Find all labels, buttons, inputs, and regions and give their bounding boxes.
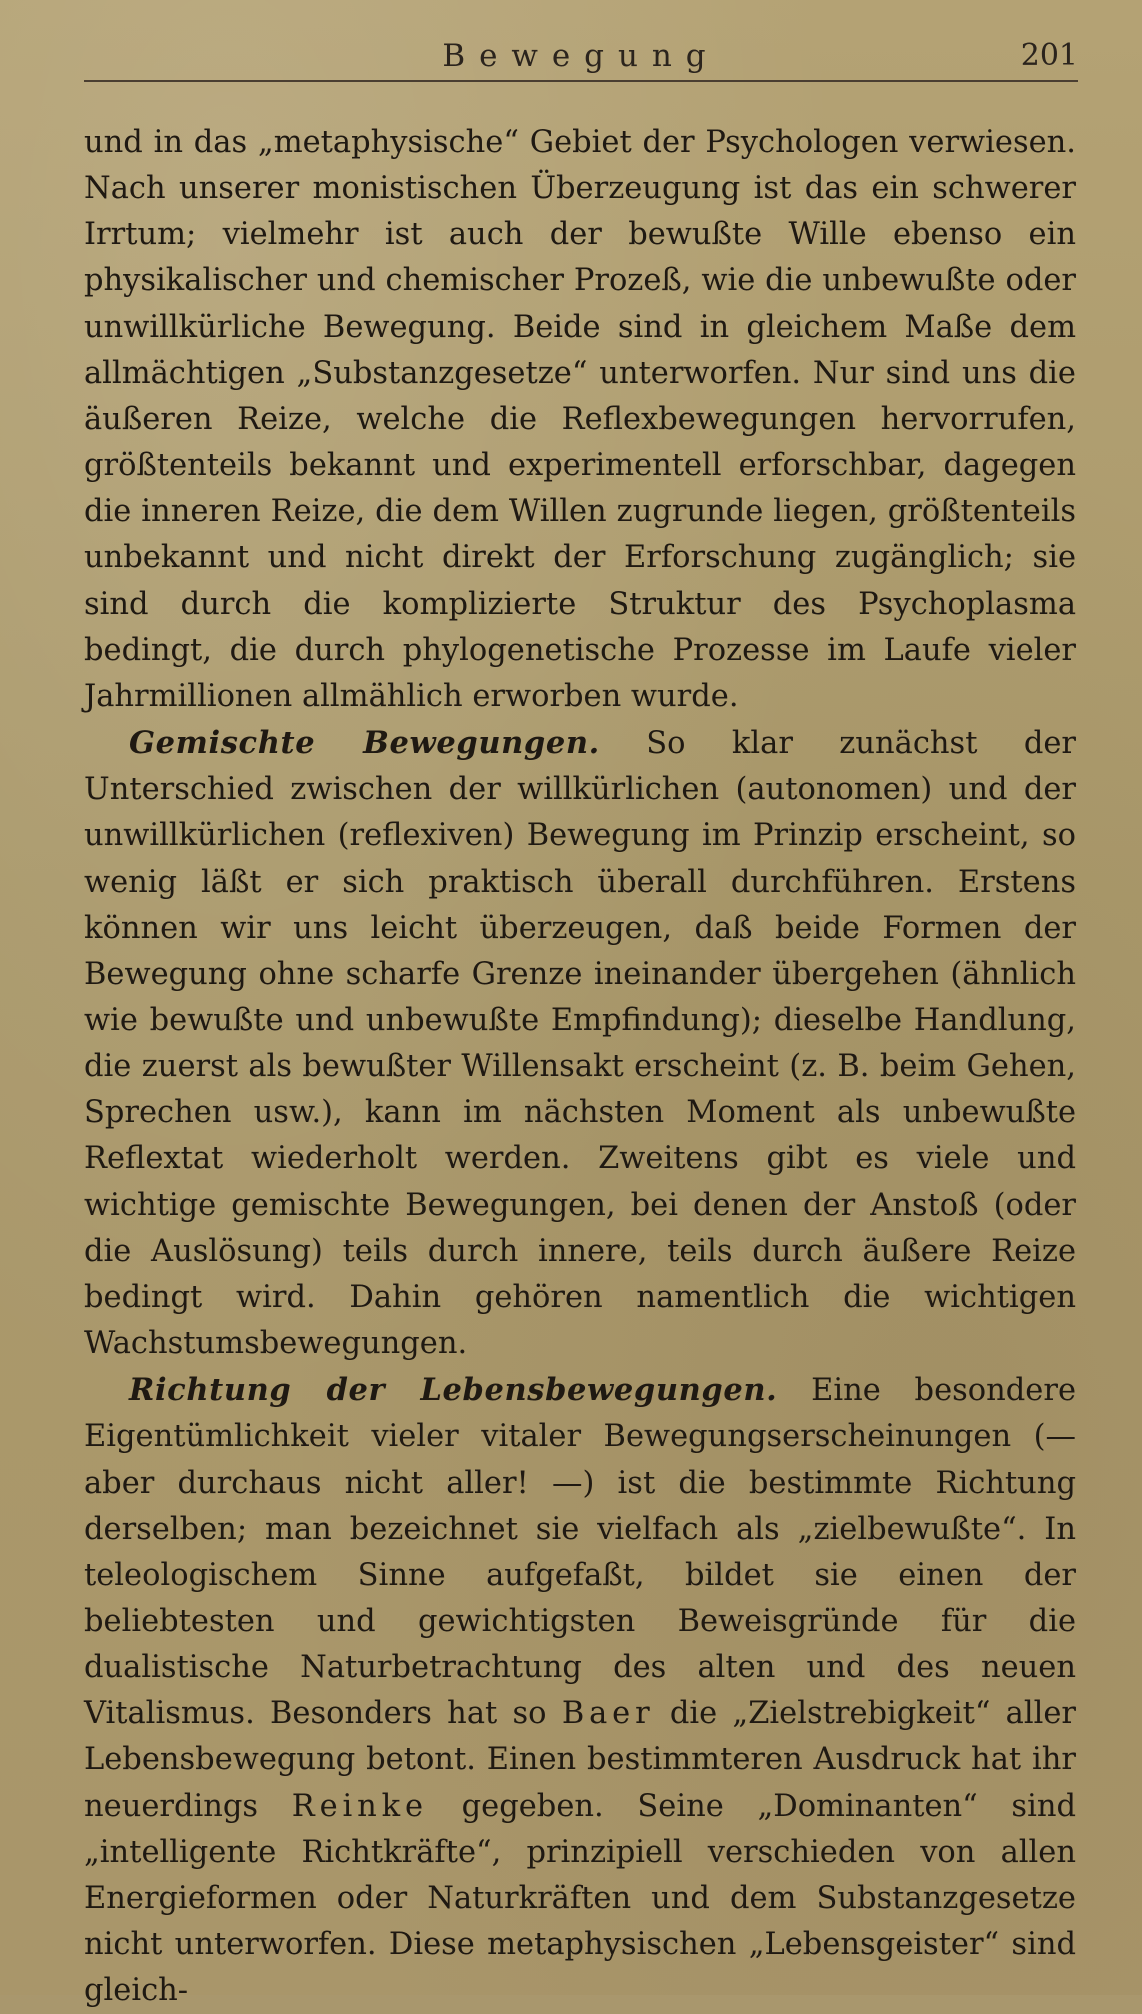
page-number: 201 [1020, 38, 1078, 73]
section-text-direction-part-2: die „Zielstrebigkeit“ aller Lebensbewegung betont. Einen bestimmteren Ausdruck hat ihr neuerdings [84, 1696, 1077, 1824]
body-text [84, 120, 1076, 2014]
page-header [84, 34, 1078, 90]
paragraph-1-text: und in das „metaphysische“ Gebiet der Psychologen verwiesen. Nach unserer monistischen Überzeugung ist das ein schwerer Irrtum; vielmehr ist auch der bewußte Wille ebenso ein physikalischer und chemischer Prozeß, wie die unbewußte oder unwillkürliche Bewegung. Beide sind in gleichem Maße dem allmächtigen „Substanzgesetze“ unterworfen. Nur sind uns die äußeren Reize, welche die Reflexbewegungen hervorrufen, größtenteils bekannt und experimentell erforschbar, dagegen die inneren Reize, die dem Willen zugrunde liegen, größtenteils unbekannt und nicht direkt der Erforschung zugänglich; sie sind durch die komplizierte Struktur des Psychoplasma bedingt, die durch phylogenetische Prozesse im Laufe vieler Jahrmillionen allmählich erworben wurde. [84, 125, 1076, 714]
running-title: Bewegung [442, 38, 720, 74]
section-heading-mixed-movements: Gemischte Bewegungen. [129, 725, 600, 762]
section-text-direction-part-1: Eine besondere Eigentümlichkeit vieler vitaler Bewegungserscheinungen (— aber durchaus nicht aller! —) ist die bestimmte Richtung derselben; man bezeichnet sie vielfach als „zielbewußte“. In teleologischem Sinne aufgefaßt, bildet sie einen der beliebtesten und gewichtigsten Beweisgründe für die dualistische Naturbetrachtung des alten und des neuen Vitalismus. Besonders hat so [84, 1373, 1076, 1732]
header-rule [84, 80, 1078, 82]
paragraph-mixed-movements [84, 720, 1076, 1367]
section-text-direction-part-3: gegeben. Seine „Dominanten“ sind „intelligente Richtkräfte“, prinzipiell verschieden von allen Energieformen oder Naturkräften und dem Substanzgesetze nicht unterworfen. Diese metaphysischen „Lebensgeister“ sind gleich- [84, 1788, 1076, 2009]
name-reinke: Reinke [291, 1788, 428, 1824]
section-text-mixed-movements: So klar zunächst der Unterschied zwischen der willkürlichen (autonomen) und der unwillkürlichen (reflexiven) Bewegung im Prinzip erscheint, so wenig läßt er sich praktisch überall durchführen. Erstens können wir uns leicht überzeugen, daß beide Formen der Bewegung ohne scharfe Grenze ineinander übergehen (ähnlich wie bewußte und unbewußte Empfindung); dieselbe Handlung, die zuerst als bewußter Willensakt erscheint (z. B. beim Gehen, Sprechen usw.), kann im nächsten Moment als unbewußte Reflextat wiederholt werden. Zweitens gibt es viele und wichtige gemischte Bewegungen, bei denen der Anstoß (oder die Auslösung) teils durch innere, teils durch äußere Reize bedingt wird. Dahin gehören namentlich die wichtigen Wachstumsbewegungen. [84, 726, 1077, 1362]
name-baer: Baer [561, 1696, 655, 1732]
paragraph-continuation [84, 120, 1076, 720]
section-heading-direction-of-life-movements: Richtung der Lebensbewegungen. [129, 1372, 778, 1409]
paragraph-direction-of-life-movements [84, 1367, 1076, 2014]
